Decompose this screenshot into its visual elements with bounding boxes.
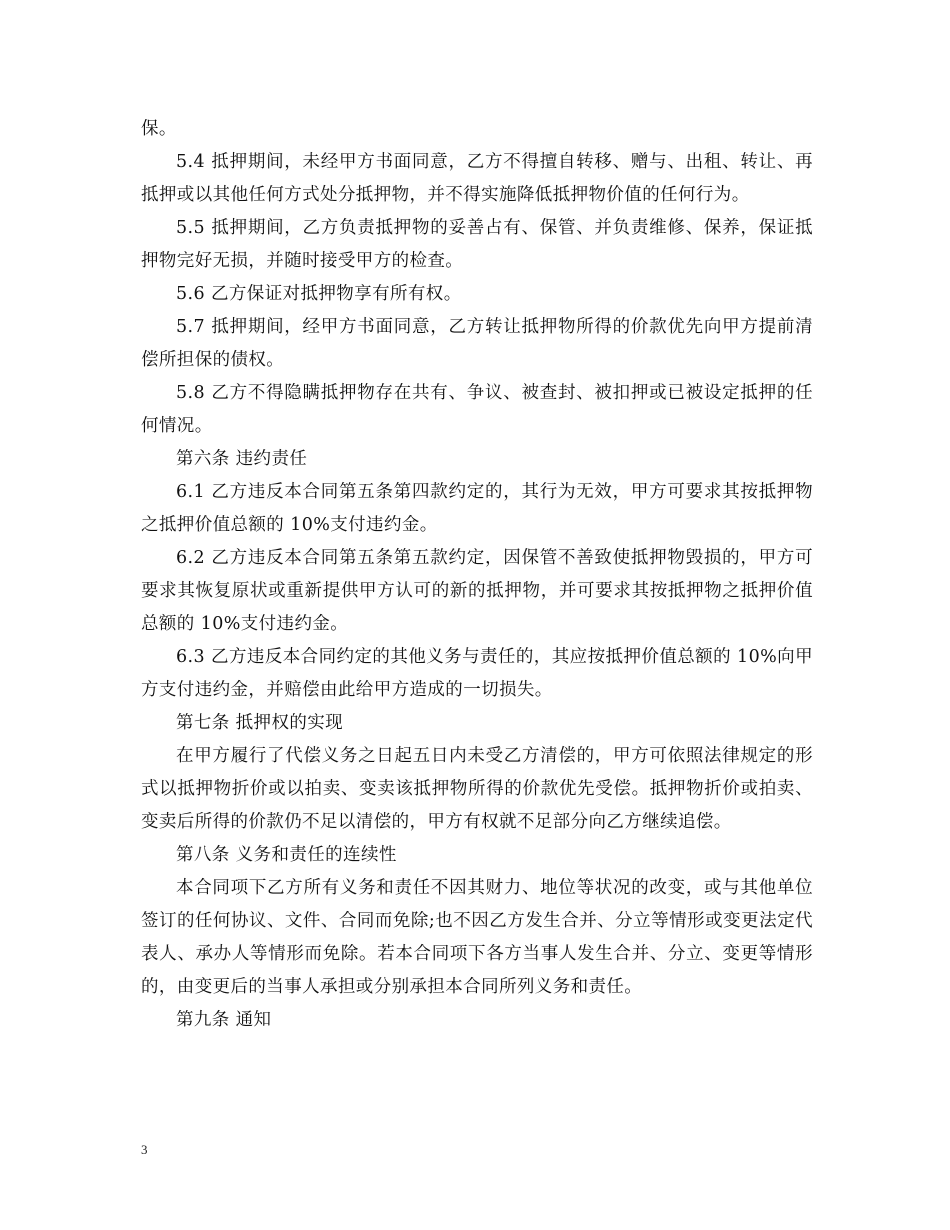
paragraph-0: 保。 (141, 119, 177, 139)
paragraph-4: 5.7 抵押期间，经甲方书面同意，乙方转让抵押物所得的价款优先向甲方提前清偿所担保的债权。 (141, 317, 813, 370)
page-number: 3 (141, 1142, 148, 1157)
paragraph-11: 在甲方履行了代偿义务之日起五日内未受乙方清偿的，甲方可依照法律规定的形式以抵押物折价或以拍卖、变卖该抵押物所得的价款优先受偿。抵押物折价或拍卖、变卖后所得的价款仍不足以清偿的，甲方有权就不足部分向乙方继续追偿。 (141, 746, 813, 832)
paragraph-2: 5.5 抵押期间，乙方负责抵押物的妥善占有、保管、并负责维修、保养，保证抵押物完好无损，并随时接受甲方的检查。 (141, 218, 813, 271)
section-heading-6: 第六条 违约责任 (176, 449, 308, 469)
paragraph-7: 6.1 乙方违反本合同第五条第四款约定的，其行为无效，甲方可要求其按抵押物之抵押价值总额的 10%支付违约金。 (141, 482, 813, 535)
paragraph-5: 5.8 乙方不得隐瞒抵押物存在共有、争议、被查封、被扣押或已被设定抵押的任何情况。 (141, 383, 813, 436)
paragraph-13: 本合同项下乙方所有义务和责任不因其财力、地位等状况的改变，或与其他单位签订的任何协议、文件、合同而免除;也不因乙方发生合并、分立等情形或变更法定代表人、承办人等情形而免除。若本合同项下各方当事人发生合并、分立、变更等情形的，由变更后的当事人承担或分别承担本合同所列义务和责任。 (141, 878, 813, 997)
paragraph-8: 6.2 乙方违反本合同第五条第五款约定，因保管不善致使抵押物毁损的，甲方可要求其恢复原状或重新提供甲方认可的新的抵押物，并可要求其按抵押物之抵押价值总额的 10%支付违约金。 (141, 548, 813, 634)
paragraph-1: 5.4 抵押期间，未经甲方书面同意，乙方不得擅自转移、赠与、出租、转让、再抵押或以其他任何方式处分抵押物，并不得实施降低抵押物价值的任何行为。 (141, 152, 813, 205)
paragraph-3: 5.6 乙方保证对抵押物享有所有权。 (176, 284, 462, 304)
section-heading-8: 第八条 义务和责任的连续性 (176, 845, 397, 865)
document-body (141, 113, 813, 1037)
section-heading-7: 第七条 抵押权的实现 (176, 713, 344, 733)
section-heading-9: 第九条 通知 (176, 1010, 272, 1030)
paragraph-9: 6.3 乙方违反本合同约定的其他义务与责任的，其应按抵押价值总额的 10%向甲方支付违约金，并赔偿由此给甲方造成的一切损失。 (141, 647, 813, 700)
